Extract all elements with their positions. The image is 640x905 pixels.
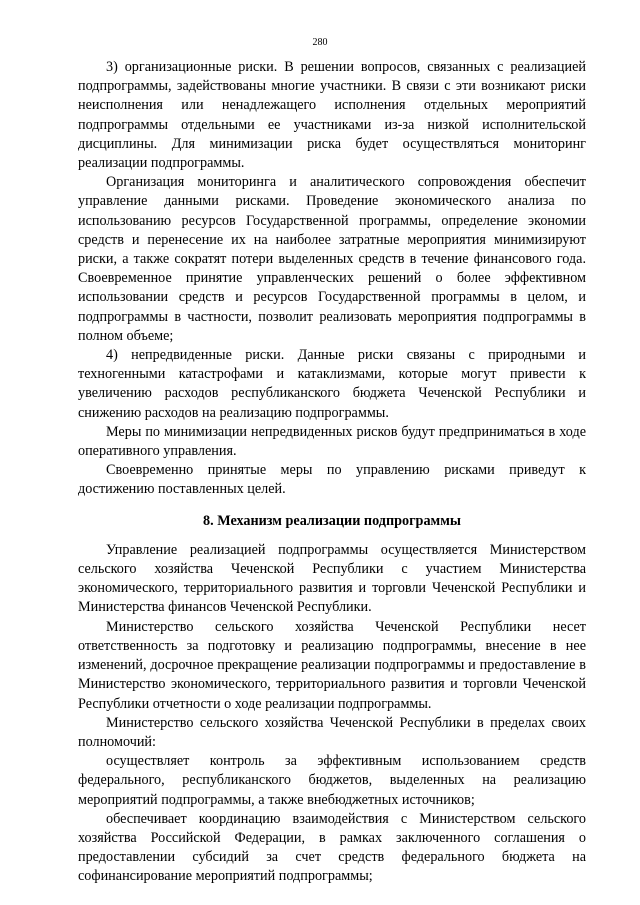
- paragraph: осуществляет контроль за эффективным использованием средств федерального, республиканского бюджетов, выделенных на реализацию мероприятий подпрограммы, а также внебюджетных источников;: [78, 753, 586, 808]
- paragraph: Своевременно принятые меры по управлению рисками приведут к достижению поставленных целей.: [78, 462, 586, 498]
- paragraph: Министерство сельского хозяйства Чеченской Республики в пределах своих полномочий:: [78, 714, 586, 750]
- paragraph: Организация мониторинга и аналитического сопровождения обеспечит управление данными рисками. Проведение экономического анализа по использованию ресурсов Государственной программы, определение экономии средств и перенесение их на наиболее затратные мероприятия минимизируют риски, а также сократят потери выделенных средств в течение финансового года. Своевременное принятие управленческих решений о более эффективном использовании средств и ресурсов Государственной программы в целом, и подпрограммы в частности, позволит реализовать мероприятия подпрограммы в полном объеме;: [78, 174, 586, 344]
- paragraph: обеспечивает координацию взаимодействия с Министерством сельского хозяйства Российской Федерации, в рамках заключенного соглашения о предоставлении субсидий за счет средств федерального бюджета на софинансирование мероприятий подпрограммы;: [78, 810, 586, 885]
- paragraph: Управление реализацией подпрограммы осуществляется Министерством сельского хозяйства Чеченской Республики с участием Министерства экономического, территориального развития и торговли Чеченской Республики и Министерства финансов Чеченской Республики.: [78, 541, 586, 616]
- paragraph: 4) непредвиденные риски. Данные риски связаны с природными и техногенными катастрофами и катаклизмами, которые могут привести к увеличению расходов республиканского бюджета Чеченской Республики и снижению расходов на реализацию подпрограммы.: [78, 347, 586, 421]
- document-body: [78, 58, 586, 887]
- page-number: 280: [312, 37, 328, 48]
- paragraph: Меры по минимизации непредвиденных рисков будут предприниматься в ходе оперативного управления.: [78, 423, 586, 460]
- paragraph: Министерство сельского хозяйства Чеченской Республики несет ответственность за подготовку и реализацию подпрограммы, внесение в нее изменений, досрочное прекращение реализации подпрограммы и предоставление в Министерство экономического, территориального развития и торговли Чеченской Республики отчетности о ходе реализации подпрограммы.: [78, 618, 586, 712]
- section-title: 8. Механизм реализации подпрограммы: [203, 512, 461, 529]
- paragraph: 3) организационные риски. В решении вопросов, связанных с реализацией подпрограммы, задействованы многие участники. В связи с эти возникают риски неисполнения или ненадлежащего исполнения отдельных мероприятий подпрограммы отдельными ее участниками из-за низкой исполнительской дисциплины. Для минимизации риска будет осуществляться мониторинг реализации подпрограммы.: [78, 59, 586, 172]
